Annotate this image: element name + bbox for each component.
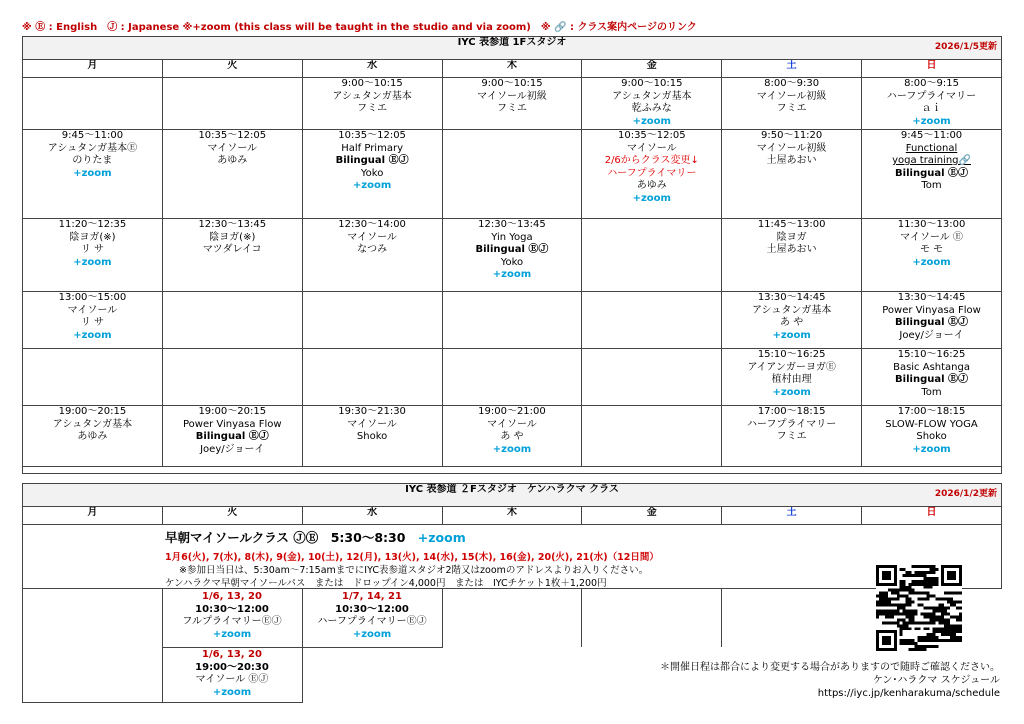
slot-text: Tom <box>921 180 942 191</box>
slot-text: あ や <box>500 431 524 442</box>
zoom-badge: +zoom <box>352 180 392 191</box>
studio2-mon-cell-2 <box>23 647 163 703</box>
class-slot[interactable] <box>302 219 442 292</box>
bilingual-label: Bilingual ⒺⒿ <box>895 167 969 179</box>
slot-text: 10:35～12:05 <box>617 130 686 141</box>
zoom-badge: +zoom <box>772 386 811 398</box>
slot-text: Power Vinyasa Flow <box>182 418 282 430</box>
class-slot[interactable] <box>162 130 302 219</box>
bilingual-label: Bilingual ⒺⒿ <box>335 155 409 166</box>
slot-text: あゆみ <box>217 155 248 166</box>
day-header: 火 <box>162 60 302 78</box>
slot-text: 陰ヨガ <box>776 231 807 243</box>
slot-text: 11:30～13:00 <box>897 219 966 230</box>
zoom-badge: +zoom <box>212 686 252 698</box>
slot-text: 13:00～15:00 <box>58 292 127 303</box>
studio1-updated: 2026/1/5更新 <box>934 42 997 52</box>
slot-text: マイソール <box>347 231 397 243</box>
slot-text: 9:50～11:20 <box>761 130 823 141</box>
wed-class-block <box>302 591 442 641</box>
slot-text: Shoko <box>916 431 947 442</box>
day-header: 水 <box>302 507 442 525</box>
zoom-badge: +zoom <box>352 628 392 640</box>
class-name: ハーフプライマリーⒺⒿ <box>317 616 427 627</box>
zoom-badge: +zoom <box>73 256 112 268</box>
slot-text: Power Vinyasa Flow <box>882 304 981 316</box>
day-header: 土 <box>722 507 862 525</box>
schedule-row <box>23 406 1002 467</box>
day-header: 月 <box>23 60 163 78</box>
studio2-title: IYC 表参道 ２Fスタジオ ケンハラクマ クラス <box>405 484 619 495</box>
class-slot[interactable] <box>162 219 302 292</box>
footer-notice: ＊開催日程は都合により変更する場合がありますので随時ご確認ください。 <box>660 662 1000 673</box>
schedule-url-link[interactable]: https://iyc.jp/kenharakuma/schedule <box>817 688 1000 699</box>
zoom-badge: +zoom <box>492 269 532 280</box>
morning-mysore-dates: 1月6(火), 7(水), 8(木), 9(金), 10(土), 12(月), 13(火), 14(水), 15(木), 16(金), 20(火), 21(水)（12日間） <box>165 552 659 563</box>
studio1-title-cell <box>23 37 1002 60</box>
slot-text: 17:00～18:15 <box>897 406 966 417</box>
slot-text: リ サ <box>80 244 105 255</box>
slot-text: アイアンガーヨガⒺ <box>747 361 836 373</box>
slot-text: 陰ヨガ(※) <box>209 231 256 243</box>
slot-text: マイソール <box>207 142 258 154</box>
slot-text: 9:45～11:00 <box>900 130 963 141</box>
slot-text: リ サ <box>80 317 105 328</box>
slot-text: アシュタンガ基本 <box>332 90 412 102</box>
slot-text: Yoko <box>360 167 384 179</box>
slot-text: 9:00～10:15 <box>481 78 543 89</box>
slot-text: Joey/ジョーイ <box>899 329 964 341</box>
day-header: 火 <box>162 507 302 525</box>
schedule-row <box>23 292 1002 349</box>
studio2-updated: 2026/1/2更新 <box>934 489 997 499</box>
class-slot[interactable] <box>23 292 163 349</box>
morning-mysore-note <box>165 564 725 590</box>
day-header: 日 <box>862 507 1002 525</box>
studio2-title-cell <box>23 484 1002 507</box>
slot-text: ハーフプライマリー <box>886 90 977 102</box>
class-dates: 1/7, 14, 21 <box>342 591 402 602</box>
studio2-fri-cell <box>582 589 722 648</box>
zoom-badge: +zoom <box>73 167 112 179</box>
note-line: ケンハラクマ早朝マイソールパス または ドロップイン4,000円 または IYCチケット1枚＋1,200円 <box>165 578 607 589</box>
slot-text: 19:00～20:15 <box>198 406 267 417</box>
slot-text: 陰ヨガ(※) <box>69 231 116 243</box>
slot-text: 土屋あおい <box>766 155 817 166</box>
class-slot[interactable] <box>862 130 1002 219</box>
slot-text: 11:20～12:35 <box>58 219 127 230</box>
slot-text: フミエ <box>776 431 807 442</box>
class-slot[interactable] <box>722 130 862 219</box>
slot-text: 19:00～20:15 <box>58 406 127 417</box>
slot-text: 10:35～12:05 <box>198 130 267 141</box>
slot-text: SLOW-FLOW YOGA <box>885 418 978 430</box>
slot-text: アシュタンガ基本Ⓔ <box>47 142 138 154</box>
slot-text: 8:00～9:30 <box>764 78 820 89</box>
note-line: ※参加日当日は、5:30am～7:15amまでにIYC表参道スタジオ2階又はzoomのアドレスよりお入りください。 <box>179 565 649 576</box>
slot-text: なつみ <box>357 244 388 255</box>
slot-text: 13:30～14:45 <box>757 292 826 303</box>
slot-text: 15:10～16:25 <box>897 349 966 360</box>
class-link[interactable]: yoga training🔗 <box>892 155 971 166</box>
class-slot[interactable] <box>862 406 1002 467</box>
schedule-row <box>23 349 1002 406</box>
slot-text: マイソール初級 <box>756 90 827 102</box>
class-slot[interactable] <box>442 219 582 292</box>
slot-text: 17:00～18:15 <box>757 406 826 417</box>
class-slot[interactable] <box>722 292 862 349</box>
empty-slot <box>302 349 442 406</box>
zoom-badge: +zoom <box>632 192 671 204</box>
class-slot[interactable] <box>722 406 862 467</box>
morning-mysore-info <box>165 528 725 590</box>
slot-text: 19:30～21:30 <box>338 406 406 417</box>
slot-text: 9:00～10:15 <box>621 78 683 89</box>
class-link[interactable]: Functional <box>905 142 958 154</box>
slot-text: マツダレイコ <box>202 244 262 255</box>
studio1-schedule-table <box>22 36 1002 474</box>
studio1-day-header <box>23 60 1002 78</box>
studio2-mon-cell <box>23 589 163 648</box>
studio2-day-header <box>23 507 1002 525</box>
slot-text: Basic Ashtanga <box>893 361 970 373</box>
bilingual-label: Bilingual ⒺⒿ <box>895 317 969 328</box>
empty-slot <box>582 349 722 406</box>
slot-text: マイソール初級 <box>477 90 547 102</box>
slot-text: あゆみ <box>636 180 667 191</box>
empty-slot <box>162 78 302 130</box>
day-header: 月 <box>23 507 163 525</box>
slot-text: Yin Yoga <box>491 231 533 243</box>
morning-mysore-heading <box>165 528 725 546</box>
slot-text: フミエ <box>357 103 388 114</box>
slot-text: フミエ <box>776 103 807 114</box>
slot-text: マイソール Ⓔ <box>900 231 963 243</box>
slot-text: Joey/ジョーイ <box>200 443 265 455</box>
morning-mysore-title: 早朝マイソールクラス ⒿⒺ 5:30～8:30 <box>165 530 406 545</box>
class-slot[interactable] <box>302 78 442 130</box>
slot-text: 12:30～14:00 <box>338 219 406 230</box>
tue-evening-class-block <box>162 649 302 699</box>
slot-text: 土屋あおい <box>766 244 817 255</box>
tue-class-block <box>162 591 302 641</box>
empty-slot <box>582 292 722 349</box>
empty-slot <box>582 219 722 292</box>
slot-text: アシュタンガ基本 <box>612 90 692 102</box>
slot-text: あゆみ <box>77 431 108 442</box>
class-slot[interactable] <box>722 78 862 130</box>
zoom-badge: +zoom <box>492 443 532 455</box>
slot-text: Half Primary <box>341 142 403 154</box>
zoom-badge: +zoom <box>772 329 811 341</box>
slot-text: あ や <box>780 317 804 328</box>
empty-slot <box>442 292 582 349</box>
zoom-badge: +zoom <box>912 256 951 268</box>
bilingual-label: Bilingual ⒺⒿ <box>475 244 549 255</box>
day-header: 金 <box>582 60 722 78</box>
qr-code[interactable] <box>874 565 964 651</box>
slot-text: 19:00～21:00 <box>478 406 546 417</box>
class-slot[interactable] <box>862 292 1002 349</box>
bilingual-label: Bilingual ⒺⒿ <box>195 431 269 442</box>
class-slot[interactable] <box>23 406 163 467</box>
class-slot[interactable] <box>442 406 582 467</box>
day-header: 日 <box>862 60 1002 78</box>
zoom-badge: +zoom <box>417 530 466 545</box>
class-name: フルプライマリーⒺⒿ <box>182 616 282 627</box>
slot-text: モ モ <box>919 244 944 255</box>
zoom-badge: +zoom <box>912 115 951 127</box>
studio1-title: IYC 表参道 1Fスタジオ <box>457 37 567 48</box>
class-slot[interactable] <box>442 78 582 130</box>
footer-label: ケン･ハラクマ スケジュール <box>872 675 1000 686</box>
class-slot[interactable] <box>862 219 1002 292</box>
slot-text: マイソール初級 <box>756 142 827 154</box>
day-header: 木 <box>442 60 582 78</box>
bilingual-label: Bilingual ⒺⒿ <box>895 374 969 385</box>
footer <box>660 661 1000 700</box>
studio2-thu-cell <box>442 589 582 648</box>
slot-text: 植村由理 <box>771 374 812 385</box>
slot-text: 8:00～9:15 <box>904 78 959 89</box>
empty-slot <box>162 349 302 406</box>
slot-text: ハーフプライマリー <box>747 418 837 430</box>
slot-text: Tom <box>921 386 942 398</box>
slot-text: Yoko <box>500 256 524 268</box>
slot-text: のりたま <box>72 155 113 166</box>
slot-text: アシュタンガ基本 <box>52 418 133 430</box>
zoom-badge: +zoom <box>212 628 252 640</box>
class-slot[interactable] <box>23 130 163 219</box>
slot-text: 乾ふみな <box>631 103 672 114</box>
class-change-note: 2/6からクラス変更↓ <box>604 155 699 166</box>
schedule-row <box>23 219 1002 292</box>
zoom-badge: +zoom <box>73 329 112 341</box>
slot-text: Shoko <box>356 431 388 442</box>
class-dates: 1/6, 13, 20 <box>202 649 262 660</box>
empty-slot <box>302 292 442 349</box>
class-slot[interactable] <box>862 349 1002 406</box>
legend-text: ※ Ⓔ : English Ⓙ : Japanese ※+zoom (this class will be taught in the studio and via zoom) ※ 🔗 : クラス案内ページのリンク <box>22 22 697 33</box>
empty-slot <box>23 349 163 406</box>
class-slot[interactable] <box>862 78 1002 130</box>
empty-slot <box>442 349 582 406</box>
class-slot[interactable] <box>722 219 862 292</box>
slot-text: 12:30～13:45 <box>478 219 546 230</box>
class-slot[interactable] <box>302 130 442 219</box>
class-time: 19:00～20:30 <box>195 661 269 673</box>
class-slot[interactable] <box>302 406 442 467</box>
class-slot[interactable] <box>722 349 862 406</box>
empty-slot <box>162 292 302 349</box>
class-time: 10:30～12:00 <box>335 603 409 615</box>
table-bottom-spacer <box>23 467 1002 474</box>
class-slot[interactable] <box>582 130 722 219</box>
class-slot[interactable] <box>582 78 722 130</box>
slot-text: マイソール <box>626 142 677 154</box>
slot-text: 9:45～11:00 <box>61 130 124 141</box>
slot-text: アシュタンガ基本 <box>751 304 832 316</box>
slot-text: 10:35～12:05 <box>338 130 406 141</box>
class-slot[interactable] <box>23 219 163 292</box>
slot-text: マイソール <box>487 418 537 430</box>
slot-text: フミエ <box>496 103 527 114</box>
class-time: 10:30～12:00 <box>195 603 269 615</box>
slot-text: マイソール <box>347 418 397 430</box>
empty-slot <box>582 406 722 467</box>
slot-text: マイソール <box>67 304 118 316</box>
slot-text: ａｉ <box>921 103 942 114</box>
zoom-badge: +zoom <box>632 115 671 127</box>
empty-slot <box>23 78 163 130</box>
schedule-row <box>23 78 1002 130</box>
slot-text: 11:45～13:00 <box>757 219 826 230</box>
day-header: 金 <box>582 507 722 525</box>
class-name: マイソール ⒺⒿ <box>195 674 269 685</box>
day-header: 木 <box>442 507 582 525</box>
empty-slot <box>442 130 582 219</box>
class-change-note: ハーフプライマリー <box>607 167 697 179</box>
slot-text: 13:30～14:45 <box>897 292 966 303</box>
slot-text: 15:10～16:25 <box>757 349 826 360</box>
studio2-empty-cell <box>302 647 442 703</box>
zoom-badge: +zoom <box>912 443 951 455</box>
slot-text: 9:00～10:15 <box>341 78 403 89</box>
studio2-empty-cell <box>442 647 582 703</box>
day-header: 土 <box>722 60 862 78</box>
class-slot[interactable] <box>162 406 302 467</box>
day-header: 水 <box>302 60 442 78</box>
slot-text: 12:30～13:45 <box>198 219 267 230</box>
class-dates: 1/6, 13, 20 <box>202 591 262 602</box>
schedule-row <box>23 130 1002 219</box>
